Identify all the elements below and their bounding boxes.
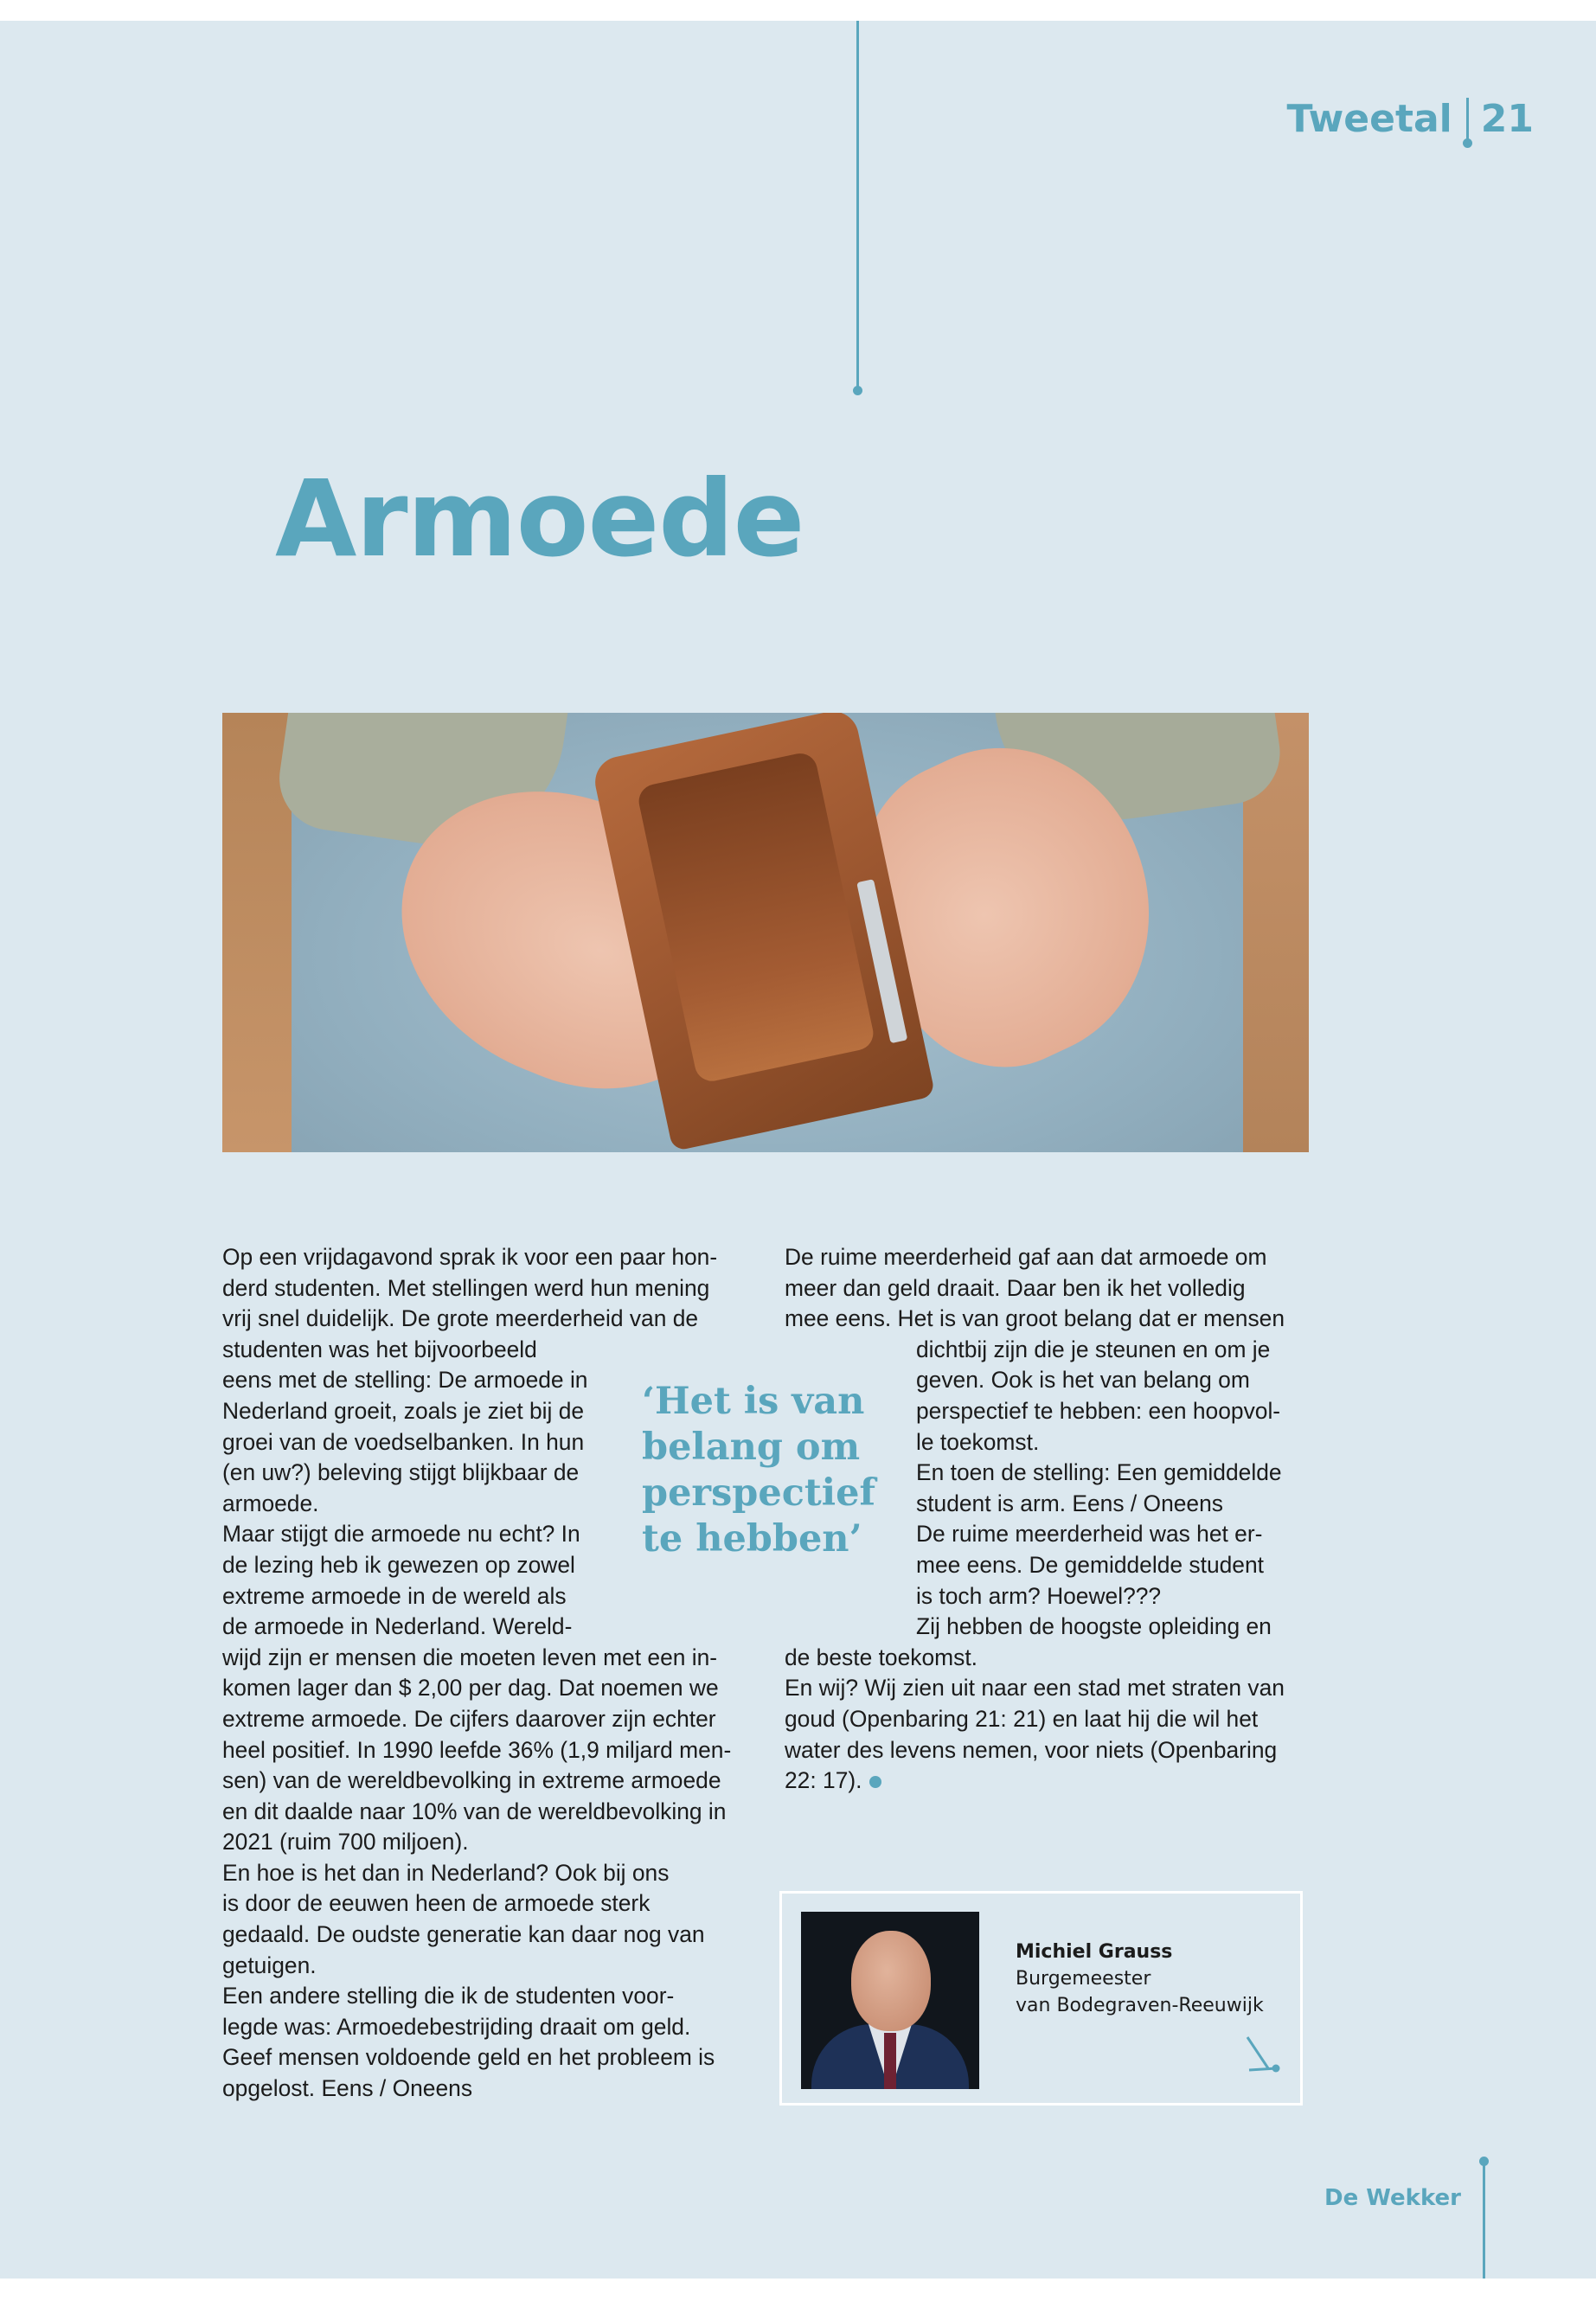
page-header [1286,97,1534,141]
author-role-municipality: van Bodegraven-Reeuwijk [1016,1995,1264,2016]
article-title: Armoede [275,458,804,580]
portrait-head [851,1931,931,2031]
body-line: mee eens. De gemiddelde student [916,1551,1264,1578]
body-line: Maar stijgt die armoede nu echt? In [222,1521,580,1548]
body-line: de lezing heb ik gewezen op zowel [222,1551,575,1578]
section-label: Tweetal [1286,97,1452,141]
bottom-line-dot [1479,2157,1489,2166]
body-line: eens met de stelling: De armoede in [222,1367,588,1394]
author-role: Burgemeester [1016,1968,1151,1990]
top-decorative-line [856,21,859,391]
body-line: Nederland groeit, zoals je ziet bij de [222,1397,585,1424]
portrait-tie [884,2033,896,2089]
body-line: armoede. [222,1490,319,1516]
author-box [779,1891,1303,2106]
body-line: student is arm. Eens / Oneens [916,1490,1223,1516]
body-line: extreme armoede. De cijfers daarover zijn echter [222,1705,716,1732]
header-separator-dot [1463,138,1472,148]
body-line: studenten was het bijvoorbeeld [222,1336,537,1362]
body-line: Op een vrijdagavond sprak ik voor een paar hon- [222,1244,718,1270]
body-line: is door de eeuwen heen de armoede sterk [222,1890,651,1917]
body-line: groei van de voedselbanken. In hun [222,1428,585,1455]
author-portrait [801,1912,979,2089]
article-column-right [785,1242,1309,1797]
pull-quote-line: perspectief [642,1471,875,1515]
body-line: perspectief te hebben: een hoopvol- [916,1397,1281,1424]
empty-wallet-photo [222,713,1309,1152]
body-line: meer dan geld draait. Daar ben ik het volledig [785,1274,1246,1301]
body-line: water des levens nemen, voor niets (Openbaring [785,1736,1278,1763]
body-line: En hoe is het dan in Nederland? Ook bij ons [222,1859,670,1886]
body-line: legde was: Armoedebestrijding draait om geld. [222,2013,691,2040]
body-line: de armoede in Nederland. Wereld- [222,1613,573,1640]
body-line: wijd zijn er mensen die moeten leven met een in- [222,1644,718,1670]
body-line: goud (Openbaring 21: 21) en laat hij die wil het [785,1705,1259,1732]
body-line: heel positief. In 1990 leefde 36% (1,9 miljard men- [222,1736,732,1763]
body-line: gedaald. De oudste generatie kan daar nog van [222,1921,705,1948]
pull-quote-line: te hebben’ [642,1517,862,1561]
wallet-inside [636,750,876,1084]
body-line: extreme armoede in de wereld als [222,1582,567,1609]
pointer-line-icon [1240,2032,1284,2084]
body-line: Een andere stelling die ik de studenten voor- [222,1983,675,2009]
body-line: En wij? Wij zien uit naar een stad met straten van [785,1675,1285,1702]
body-line: opgelost. Eens / Oneens [222,2075,473,2102]
body-line: derd studenten. Met stellingen werd hun mening [222,1274,710,1301]
body-line: Zij hebben de hoogste opleiding en [916,1613,1272,1640]
pull-quote-line: ‘Het is van [642,1380,865,1423]
top-line-dot [853,386,862,395]
body-line: en dit daalde naar 10% van de wereldbevolking in [222,1798,727,1824]
body-line: is toch arm? Hoewel??? [916,1582,1162,1609]
body-line: komen lager dan $ 2,00 per dag. Dat noemen we [222,1675,719,1702]
body-line: (en uw?) beleving stijgt blijkbaar de [222,1459,580,1486]
author-name: Michiel Grauss [1016,1941,1173,1963]
publication-name: De Wekker [1324,2185,1461,2211]
body-line: de beste toekomst. [785,1644,977,1670]
magazine-page [0,21,1596,2279]
body-last-line [785,1766,1309,1797]
body-line: vrij snel duidelijk. De grote meerderheid van de [222,1305,699,1332]
bottom-decorative-line [1483,2161,1485,2279]
body-line: En toen de stelling: Een gemiddelde [916,1459,1282,1486]
body-line: getuigen. [222,1952,317,1978]
body-line: sen) van de wereldbevolking in extreme armoede [222,1767,721,1794]
body-line: 22: 17). [785,1767,862,1794]
end-mark-icon [869,1776,881,1788]
author-info [1016,1939,1264,2019]
article-column-left [222,1242,745,2105]
body-line: Geef mensen voldoende geld en het probleem is [222,2044,715,2071]
body-line: mee eens. Het is van groot belang dat er mensen [785,1305,1285,1332]
body-line: De ruime meerderheid gaf aan dat armoede om [785,1244,1267,1270]
body-line: dichtbij zijn die je steunen en om je [916,1336,1271,1362]
body-line: le toekomst. [916,1428,1040,1455]
page-number: 21 [1480,97,1534,141]
body-line: De ruime meerderheid was het er- [916,1521,1263,1548]
body-line: 2021 (ruim 700 miljoen). [222,1829,469,1856]
header-separator [1466,98,1469,141]
body-line: geven. Ook is het van belang om [916,1367,1250,1394]
pull-quote-line: belang om [642,1426,861,1469]
